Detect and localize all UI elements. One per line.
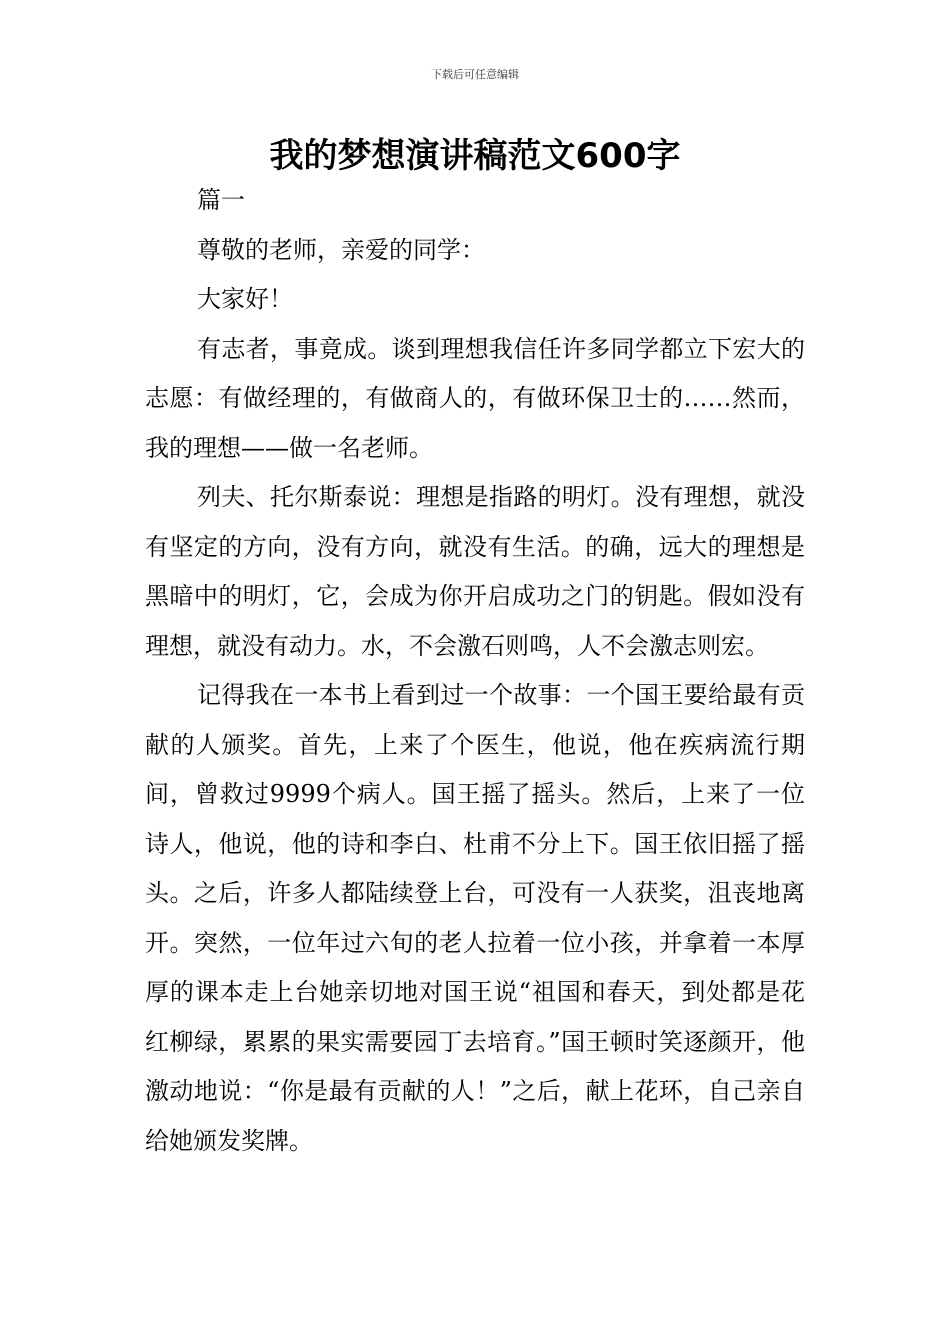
salutation-paragraph: 尊敬的老师，亲爱的同学： bbox=[197, 235, 485, 264]
body-paragraph: 有志者，事竟成。谈到理想我信任许多同学都立下宏大的志愿：有做经理的，有做商人的，有做环保卫士的……然而，我的理想——做一名老师。 bbox=[145, 334, 805, 462]
body-paragraph: 列夫、托尔斯泰说：理想是指路的明灯。没有理想，就没有坚定的方向，没有方向，就没有生活。的确，远大的理想是黑暗中的明灯，它，会成为你开启成功之门的钥匙。假如没有理想，就没有动力。水，不会激石则鸣，人不会激志则宏。 bbox=[145, 483, 805, 660]
document-title: 我的梦想演讲稿范文600字 bbox=[269, 136, 681, 176]
greeting-paragraph: 大家好！ bbox=[197, 285, 293, 313]
body-paragraph: 记得我在一本书上看到过一个故事：一个国王要给最有贡献的人颁奖。首先，上来了个医生，他说，他在疾病流行期间，曾救过9999个病人。国王摇了摇头。然后，上来了一位诗人，他说，他的诗和李白、杜甫不分上下。国王依旧摇了摇头。之后，许多人都陆续登上台，可没有一人获奖，沮丧地离开。突然，一位年过六旬的老人拉着一位小孩，并拿着一本厚厚的课本走上台她亲切地对国王说“祖国和春天，到处都是花红柳绿，累累的果实需要园丁去培育。”国王顿时笑逐颜开，他激动地说：“你是最有贡献的人！”之后，献上花环，自己亲自给她颁发奖牌。 bbox=[145, 681, 805, 1155]
page-header-note: 下载后可任意编辑 bbox=[431, 68, 519, 81]
section-heading: 篇一 bbox=[197, 186, 245, 214]
document-body bbox=[145, 176, 805, 1166]
